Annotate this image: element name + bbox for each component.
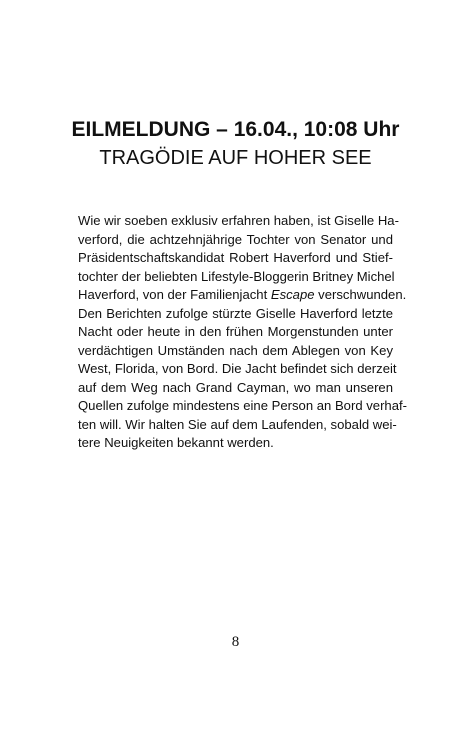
paragraph-line: ten will. Wir halten Sie auf dem Laufenden, sobald wei- [78,416,397,432]
paragraph-line [78,286,407,305]
line-segment: verschwunden. [314,287,407,302]
line-segment: Haverford, von der Familienjacht [78,287,271,302]
subheadline: TRAGÖDIE AUF HOHER SEE [99,147,372,169]
paragraph-line: Quellen zufolge mindestens eine Person an Bord verhaf- [78,398,407,413]
paragraph-line: Nacht oder heute in den frühen Morgenstunden unter [78,324,393,339]
page-number: 8 [231,634,240,650]
breaking-news-headline: EILMELDUNG – 16.04., 10:08 Uhr [71,118,400,141]
yacht-name: Escape [270,287,315,302]
paragraph-line: verford, die achtzehnjährige Tochter von Senator und [78,231,393,247]
paragraph-line: Präsidentschaftskandidat Robert Haverford und Stief- [78,250,393,265]
paragraph-line: auf dem Weg nach Grand Cayman, wo man unseren [78,379,393,395]
news-paragraph [78,212,407,453]
paragraph-line: verdächtigen Umständen nach dem Ablegen von Key [78,342,393,358]
paragraph-line: tere Neuigkeiten bekannt werden. [78,435,274,450]
paragraph-line: Wie wir soeben exklusiv erfahren haben, ist Giselle Ha- [78,213,399,228]
paragraph-line: West, Florida, von Bord. Die Jacht befindet sich derzeit [78,361,397,376]
paragraph-line: Den Berichten zufolge stürzte Giselle Haverford letzte [78,305,393,321]
paragraph-line: tochter der beliebten Lifestyle-Bloggerin Britney Michel [78,268,395,284]
